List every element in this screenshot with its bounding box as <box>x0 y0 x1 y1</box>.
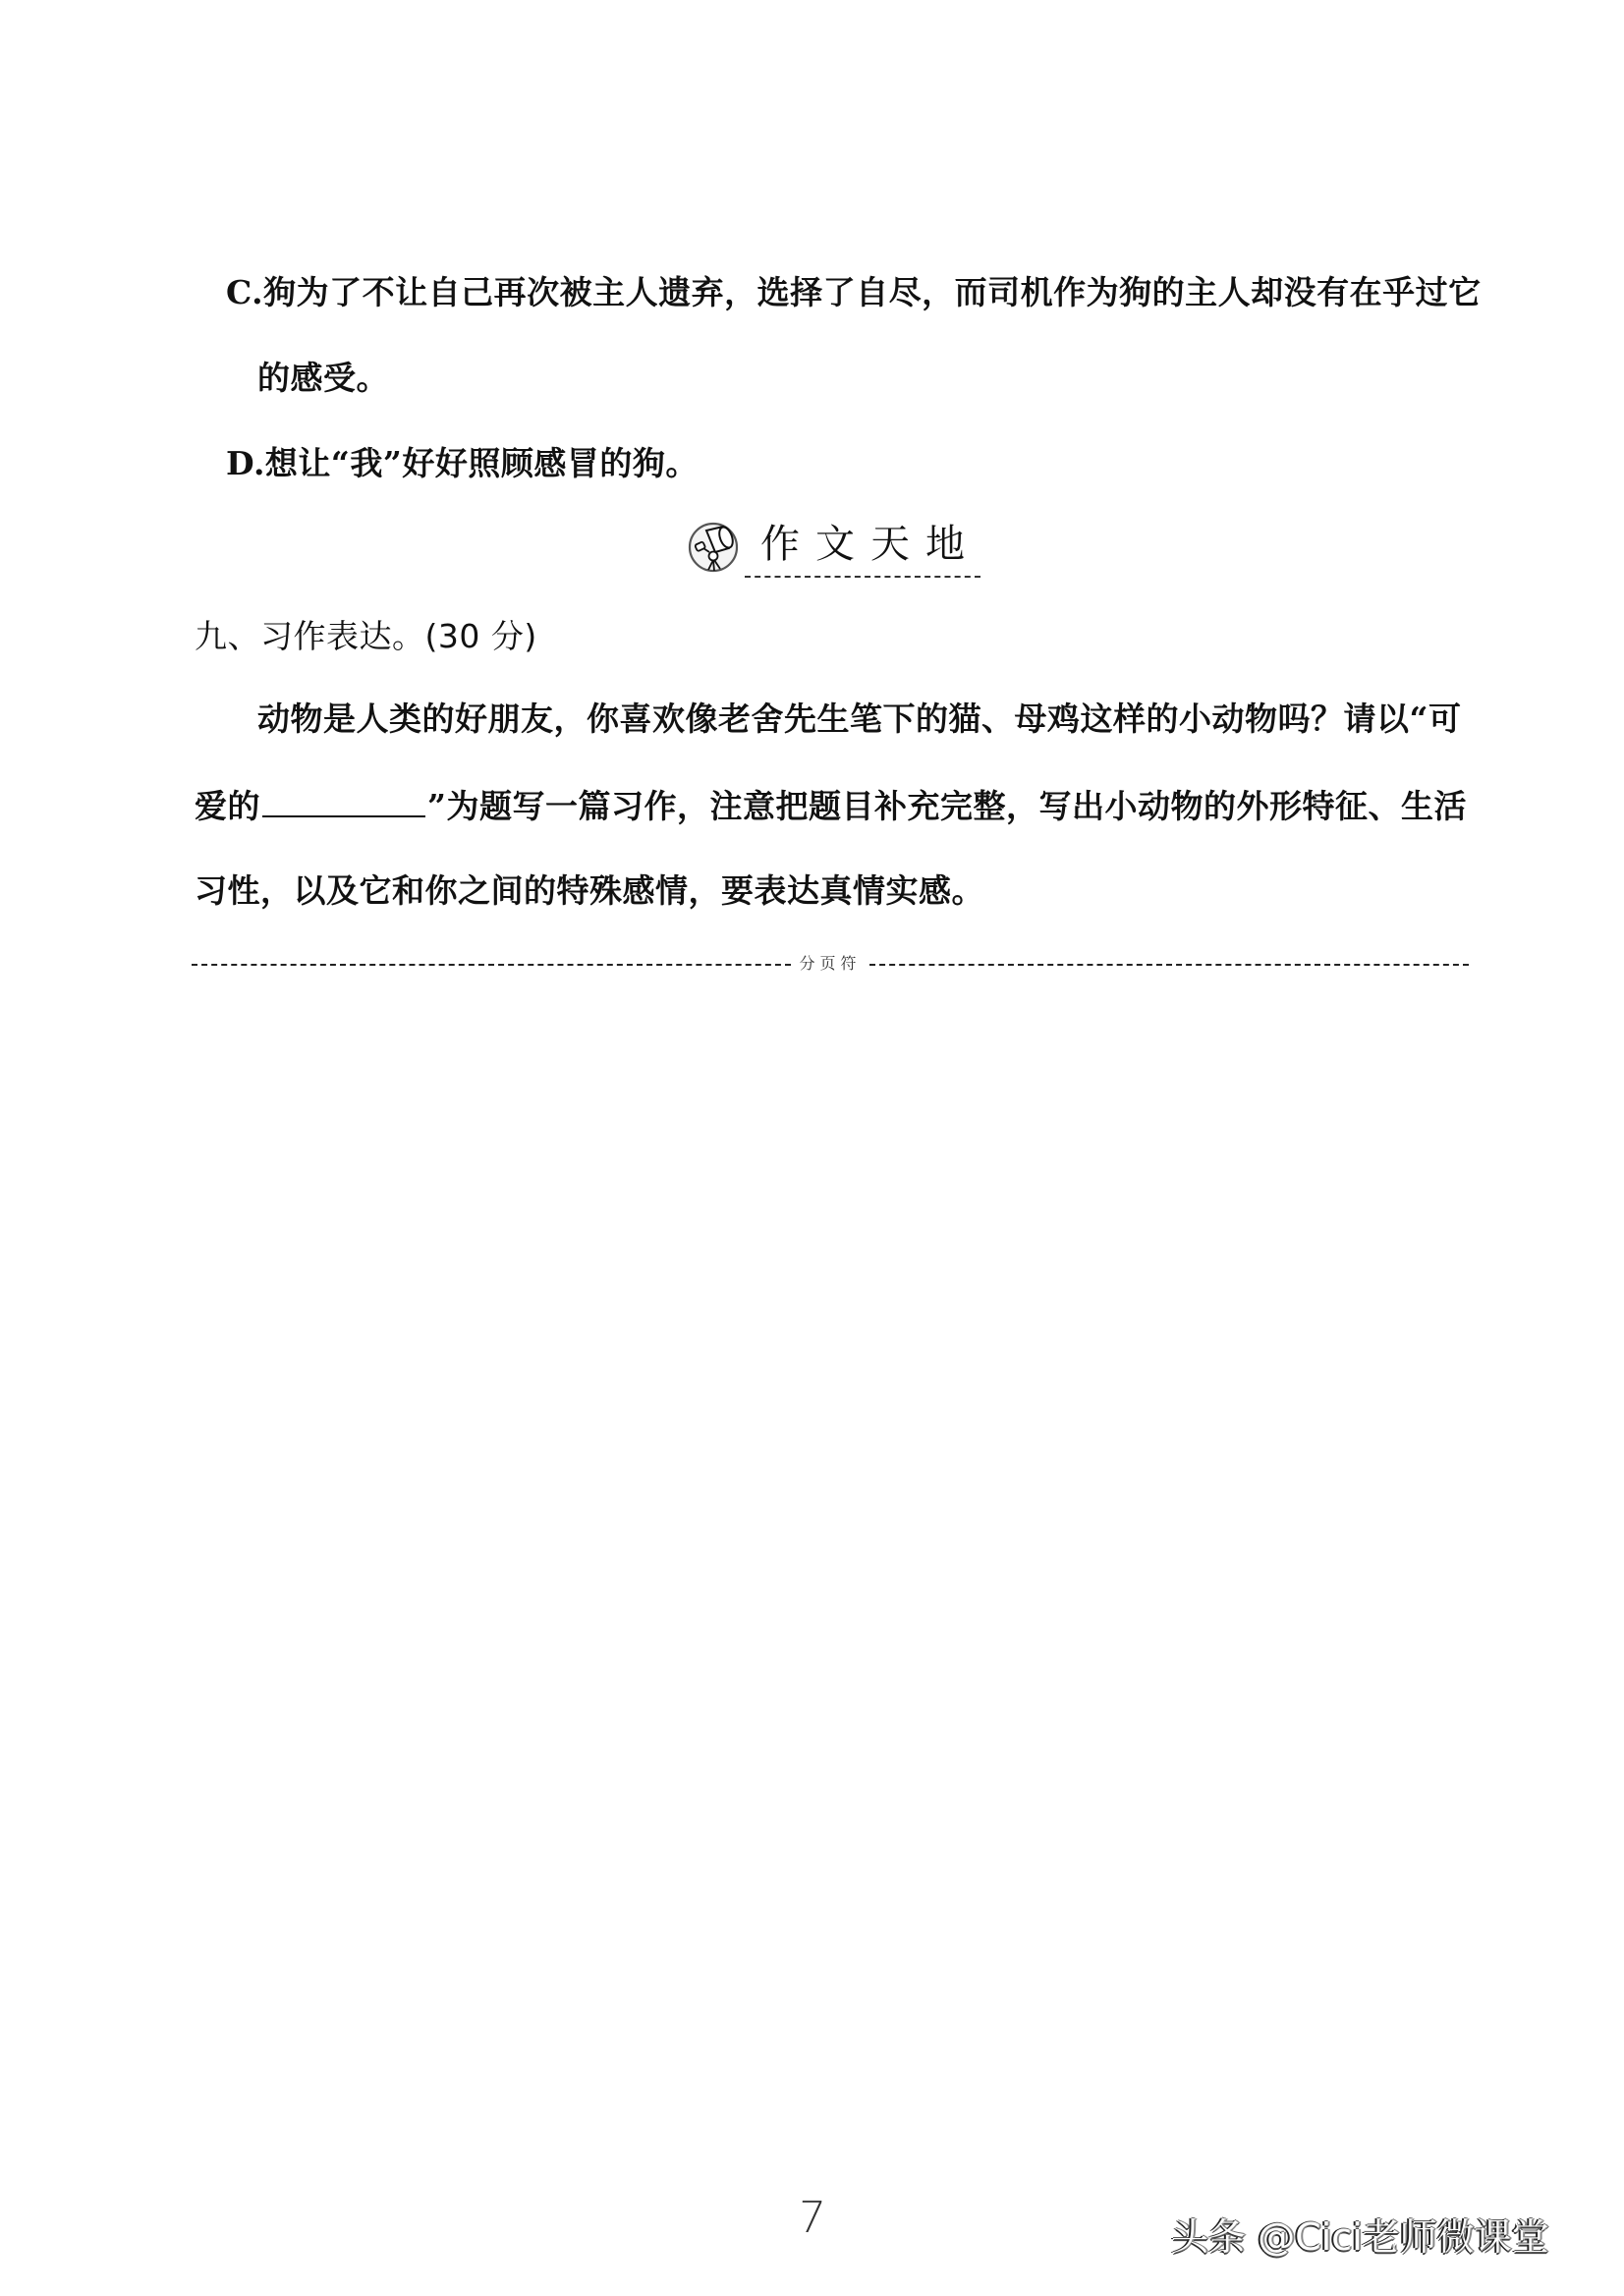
section-header-composition <box>686 515 980 584</box>
watermark: 头条 @Cici老师微课堂 <box>1171 2215 1549 2259</box>
section-title-underline <box>745 576 980 578</box>
title-blank <box>262 786 425 817</box>
page-break-dash-right <box>869 964 1469 966</box>
question-9-prompt-line2 <box>195 786 1467 826</box>
page-break-dash-left <box>192 964 791 966</box>
option-d-text: D.想让“我”好好照顾感冒的狗。 <box>226 444 699 482</box>
page-number: 7 <box>796 2193 827 2243</box>
section-title: 作文天地 <box>760 522 980 567</box>
prompt-line2-prefix: 爱的 <box>195 787 260 825</box>
question-9-heading: 九、习作表达。(30 分) <box>195 617 537 655</box>
page-break-divider <box>192 953 1469 977</box>
question-9-prompt-line3: 习性，以及它和你之间的特殊感情，要表达真情实感。 <box>195 871 984 910</box>
option-c-line2: 的感受。 <box>257 359 389 397</box>
question-9-prompt-line1: 动物是人类的好朋友，你喜欢像老舍先生笔下的猫、母鸡这样的小动物吗？请以“可 <box>257 700 1462 738</box>
page-break-label: 分页符 <box>799 954 862 973</box>
telescope-icon <box>686 519 741 574</box>
option-c-line1: C.狗为了不让自己再次被主人遗弃，选择了自尽，而司机作为狗的主人却没有在乎过它 <box>226 273 1482 311</box>
prompt-line2-suffix: ”为题写一篇习作，注意把题目补充完整，写出小动物的外形特征、生活 <box>427 787 1467 825</box>
